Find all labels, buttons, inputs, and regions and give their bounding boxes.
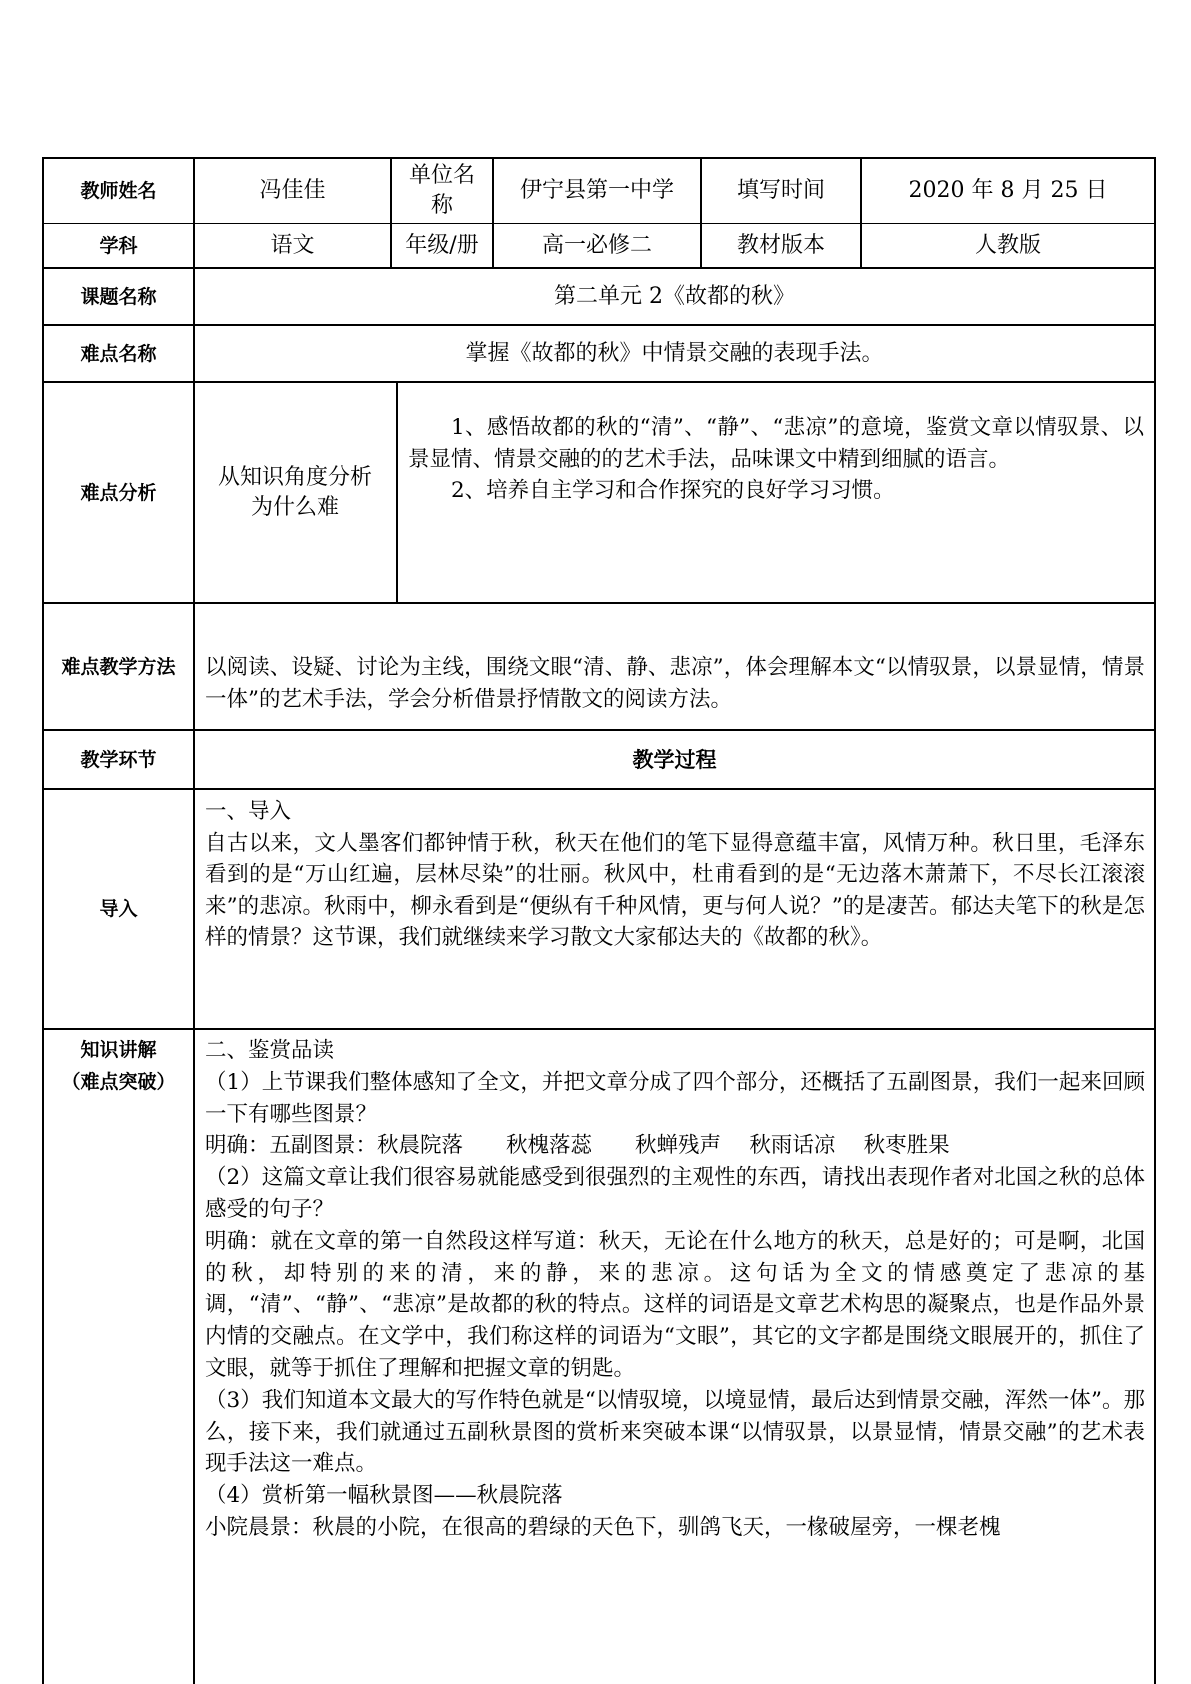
edition-label: 教材版本 bbox=[736, 232, 825, 258]
method-label: 难点教学方法 bbox=[61, 655, 176, 678]
unit-name-value: 伊宁县第一中学 bbox=[519, 178, 674, 203]
process-section-label: 教学环节 bbox=[80, 748, 157, 771]
subject-value: 语文 bbox=[270, 232, 315, 258]
grade-value: 高一必修二 bbox=[541, 232, 652, 258]
intro-label: 导入 bbox=[99, 898, 138, 920]
row-divider bbox=[42, 602, 1156, 604]
analysis-point-1: 1、感悟故都的秋的“清”、“静”、“悲凉”的意境，鉴赏文章以情驭景、以景显情、情景交融的的艺术手法，品味课文中精到细腻的语言。 bbox=[408, 415, 1144, 472]
fill-time-value: 2020 年 8 月 25 日 bbox=[908, 178, 1108, 203]
knowledge-label-line-2: （难点突破） bbox=[61, 1071, 176, 1093]
knowledge-line: 二、鉴赏品读 bbox=[205, 1038, 335, 1063]
teacher-name-value: 冯佳佳 bbox=[259, 178, 326, 203]
difficulty-label: 难点名称 bbox=[80, 342, 157, 365]
label-column-divider bbox=[193, 157, 195, 1684]
knowledge-line: （3）我们知道本文最大的写作特色就是“以情驭境，以境显情，最后达到情景交融，浑然一体”。那么，接下来，我们就通过五副秋景图的赏析来突破本课“以情驭景，以景显情，情景交融”的艺术表现手法这一难点。 bbox=[205, 1387, 1145, 1477]
analysis-content bbox=[408, 412, 1144, 507]
process-section-heading: 教学过程 bbox=[632, 747, 717, 772]
row-divider bbox=[42, 1028, 1156, 1030]
knowledge-line: 小院晨景：秋晨的小院，在很高的碧绿的天色下，驯鸽飞天，一椽破屋旁，一棵老槐 bbox=[205, 1514, 1001, 1540]
knowledge-line: 明确：五副图景：秋晨院落 秋槐落蕊 秋蝉残声 秋雨话凉 秋枣胜果 bbox=[205, 1133, 950, 1159]
knowledge-line: （1）上节课我们整体感知了全文，并把文章分成了四个部分，还概括了五副图景，我们一起来回顾一下有哪些图景？ bbox=[205, 1069, 1145, 1127]
knowledge-line: （2）这篇文章让我们很容易就能感受到很强烈的主观性的东西，请找出表现作者对北国之秋的总体感受的句子？ bbox=[205, 1165, 1145, 1222]
teacher-name-label: 教师姓名 bbox=[80, 180, 157, 202]
topic-value: 第二单元 2《故都的秋》 bbox=[554, 283, 795, 309]
analysis-point-2: 2、培养自主学习和合作探究的良好学习习惯。 bbox=[451, 478, 895, 503]
table-border-right bbox=[1154, 157, 1156, 1684]
method-text: 以阅读、设疑、讨论为主线，围绕文眼“清、静、悲凉”，体会理解本文“以情驭景，以景显情，情景一体”的艺术手法，学会分析借景抒情散文的阅读方法。 bbox=[205, 655, 1145, 712]
knowledge-label bbox=[44, 1034, 193, 1098]
topic-label: 课题名称 bbox=[80, 285, 157, 308]
row-divider bbox=[42, 788, 1156, 790]
analysis-divider bbox=[396, 381, 398, 603]
edition-value: 人教版 bbox=[974, 232, 1041, 258]
knowledge-content bbox=[205, 1035, 1145, 1544]
difficulty-value: 掌握《故都的秋》中情景交融的表现手法。 bbox=[465, 340, 884, 366]
fill-time-label: 填写时间 bbox=[736, 178, 825, 203]
intro-content bbox=[205, 796, 1145, 954]
intro-text: 自古以来，文人墨客们都钟情于秋，秋天在他们的笔下显得意蕴丰富，风情万种。秋日里，毛泽东看到的是“万山红遍，层林尽染”的壮丽。秋风中，杜甫看到的是“无边落木萧萧下，不尽长江滚滚来”的悲凉。秋雨中，柳永看到是“便纵有千种风情，更与何人说？”的是凄苦。郁达夫笔下的秋是怎样的情景？这节课，我们就继续来学习散文大家郁达夫的《故都的秋》。 bbox=[205, 830, 1145, 950]
knowledge-label-line-1: 知识讲解 bbox=[80, 1039, 157, 1061]
grade-label: 年级/册 bbox=[405, 232, 479, 258]
knowledge-line: 明确：就在文章的第一自然段这样写道：秋天，无论在什么地方的秋天，总是好的；可是啊，北国的秋，却特别的来的清，来的静，来的悲凉。这句话为全文的情感奠定了悲凉的基调，“清”、“静”、“悲凉”是故都的秋的特点。这样的词语是文章艺术构思的凝聚点，也是作品外景内情的交融点。在文学中，我们称这样的词语为“文眼”，其它的文字都是围绕文眼展开的，抓住了文眼，就等于抓住了理解和把握文章的钥匙。 bbox=[205, 1228, 1145, 1381]
intro-heading: 一、导入 bbox=[205, 799, 292, 824]
subject-label: 学科 bbox=[99, 234, 138, 257]
analysis-sub-label: 从知识角度分析为什么难 bbox=[217, 464, 372, 520]
knowledge-line: （4）赏析第一幅秋景图——秋晨院落 bbox=[205, 1483, 563, 1509]
analysis-label: 难点分析 bbox=[80, 481, 157, 504]
unit-name-label: 单位名称 bbox=[408, 163, 475, 218]
